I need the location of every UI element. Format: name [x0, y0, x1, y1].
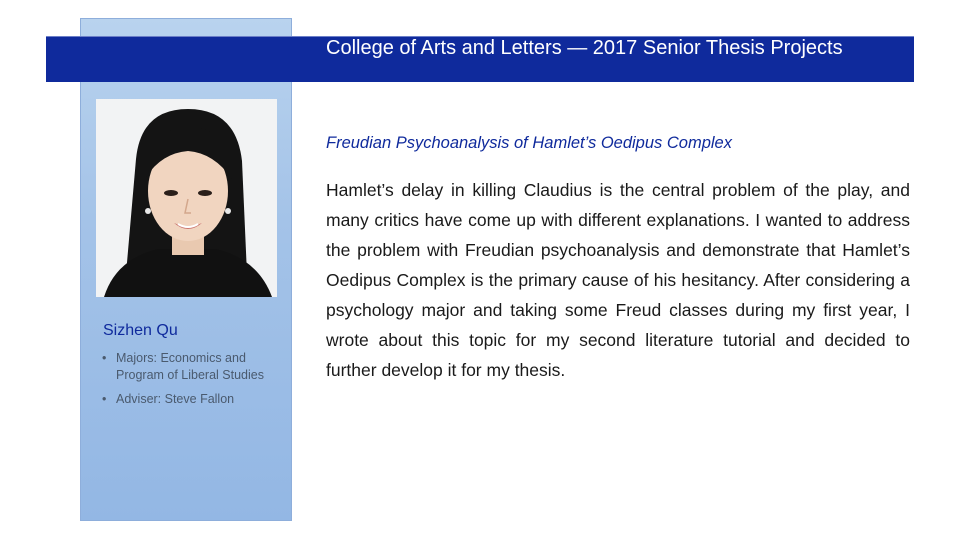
list-item — [102, 391, 274, 408]
thesis-abstract: Hamlet’s delay in killing Claudius is the central problem of the play, and many critics have come up with different explanations. I wanted to address the problem with Freudian psychoanalysis and demonstrate that Hamlet’s Oedipus Complex is the primary cause of his hesitancy. After considering a psychology major and taking some Freud classes during my first year, I wrote about this topic for my second literature tutorial and decided to further develop it for my thesis. — [326, 180, 910, 380]
thesis-title: Freudian Psychoanalysis of Hamlet’s Oedipus Complex — [326, 134, 732, 152]
page-title: College of Arts and Letters — 2017 Senior Thesis Projects — [326, 37, 843, 59]
student-portrait-icon — [96, 99, 277, 297]
bullet-icon: • — [102, 351, 107, 365]
adviser-text: Adviser: Steve Fallon — [116, 392, 235, 406]
list-item — [102, 350, 274, 384]
bullet-icon: • — [102, 392, 107, 406]
majors-text: Majors: Economics and Program of Liberal Studies — [116, 351, 264, 382]
student-photo — [96, 99, 277, 297]
student-name: Sizhen Qu — [103, 322, 178, 339]
student-details — [102, 350, 274, 415]
